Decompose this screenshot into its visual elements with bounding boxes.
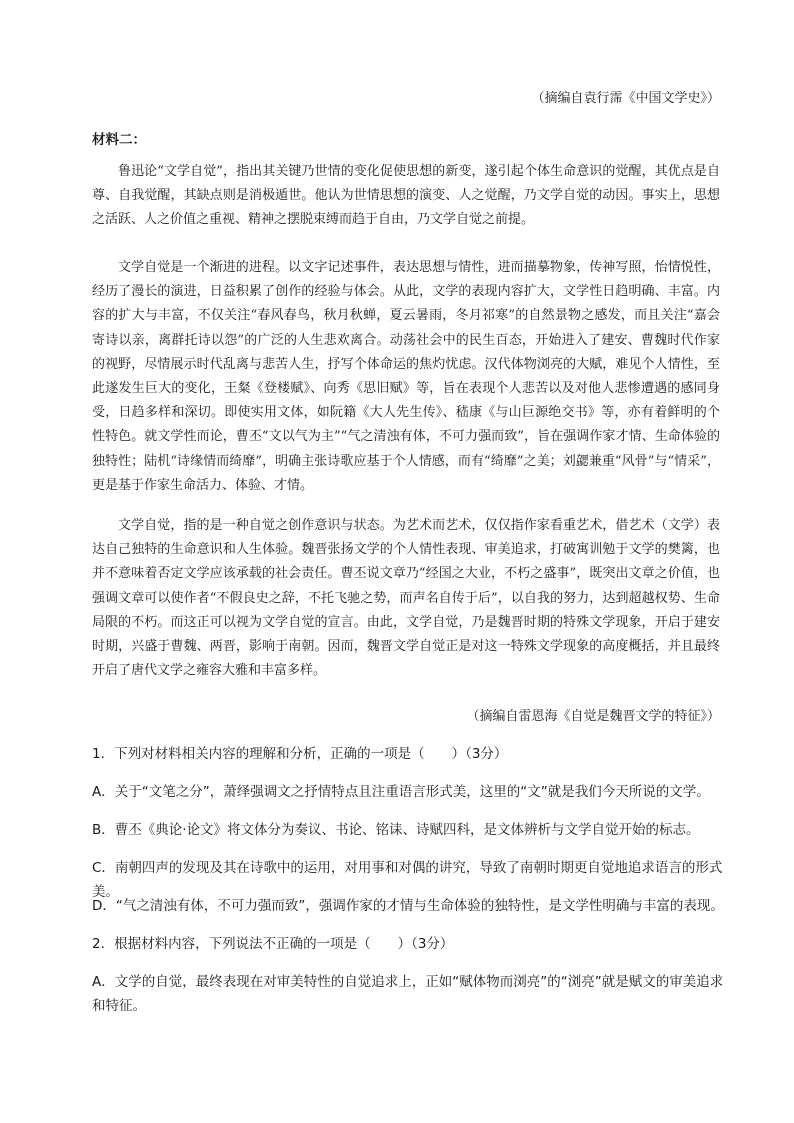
- source-citation-yuan: （摘编自袁行霈《中国文学史》）: [531, 91, 720, 106]
- material-paragraph-2: 文学自觉是一个渐进的进程。以文字记述事件，表达思想与情性，进而描摹物象，传神写照，怡情悦性，经历了漫长的演进，日益积累了创作的经验与体会。从此，文学的表现内容扩大，文学性日趋明确、丰富。内容的扩大与丰富，不仅关注“春风春鸟，秋月秋蝉，夏云暑雨，冬月祁寒”的自然景物之感发，而且关注“嘉会寄诗以亲，离群托诗以怨”的广泛的人生悲欢离合。动荡社会中的民生百态，开始进入了建安、曹魏时代作家的视野，尽情展示时代乱离与悲苦人生，抒写个体命运的焦灼忧虑。汉代体物浏亮的大赋，难见个人情性，至此遂发生巨大的变化，王粲《登楼赋》、向秀《思旧赋》等，旨在表现个人悲苦以及对他人悲惨遭遇的感同身受，日趋多样和深切。即使实用文体，如阮籍《大人先生传》、嵇康《与山巨源绝交书》等，亦有着鲜明的个性特色。就文学性而论，曹丕“文以气为主”“气之清浊有体，不可力强而致”，旨在强调作家才情、生命体验的独特性；陆机“诗缘情而绮靡”，明确主张诗歌应基于个人情感，而有“绮靡”之美；刘勰兼重“风骨”与“情采”，更是基于作家生命活力、体验、才情。: [92, 260, 720, 493]
- material-paragraph-1: 鲁迅论“文学自觉”，指出其关键乃世情的变化促使思想的新变，遂引起个体生命意识的觉醒，其优点是自尊、自我觉醒，其缺点则是消极遁世。他认为世情思想的演变、人之觉醒，乃文学自觉的动因。事实上，思想之活跃、人之价值之重视、精神之摆脱束缚而趋于自由，乃文学自觉之前提。: [92, 164, 720, 228]
- material-paragraph-3: 文学自觉，指的是一种自觉之创作意识与状态。为艺术而艺术，仅仅指作家看重艺术，借艺术（文学）表达自己独特的生命意识和人生体验。魏晋张扬文学的个人情性表现、审美追求，打破寓训勉于文学的樊篱，也并不意味着否定文学应该承载的社会责任。曹丕说文章乃“经国之大业，不朽之盛事”，既突出文章之价值，也强调文章可以使作者“不假良史之辞，不托飞驰之势，而声名自传于后”，以自我的努力，达到超越权势、生命局限的不朽。而这正可以视为文学自觉的宣言。由此，文学自觉，乃是魏晋时期的特殊文学现象，开启于建安时期，兴盛于曹魏、两晋，影响于南朝。因而，魏晋文学自觉正是对这一特殊文学现象的高度概括，并且最终开启了唐代文学之雍容大雅和丰富多样。: [92, 518, 720, 679]
- question-1-option-b: B．曹丕《典论·论文》将文体分为奏议、书论、铭诔、诗赋四科，是文体辨析与文学自觉开始的标志。: [92, 822, 700, 838]
- question-2-option-a: A．文学的自觉，最终表现在对审美特性的自觉追求上，正如“赋体物而浏亮”的“浏亮”就是赋文的审美追求和特征。: [92, 974, 724, 1014]
- question-1-option-a: A．关于“文笔之分”，萧绎强调文之抒情特点且注重语言形式美，这里的“文”就是我们今天所说的文学。: [92, 784, 710, 800]
- question-1-stem: 1．下列对材料相关内容的理解和分析，正确的一项是（ ）（3分）: [92, 746, 508, 762]
- question-2-stem: 2．根据材料内容，下列说法不正确的一项是（ ）（3分）: [92, 936, 454, 952]
- question-1-option-c: C．南朝四声的发现及其在诗歌中的运用，对用事和对偶的讲究，导致了南朝时期更自觉地追求语言的形式美。: [92, 860, 723, 900]
- source-citation-lei: （摘编自雷恩海《自觉是魏晋文学的特征》）: [466, 709, 720, 724]
- question-1-option-d: D．“气之清浊有体，不可力强而致”，强调作家的才情与生命体验的独特性，是文学性明确与丰富的表现。: [92, 898, 724, 914]
- material-two-heading: 材料二：: [92, 132, 146, 148]
